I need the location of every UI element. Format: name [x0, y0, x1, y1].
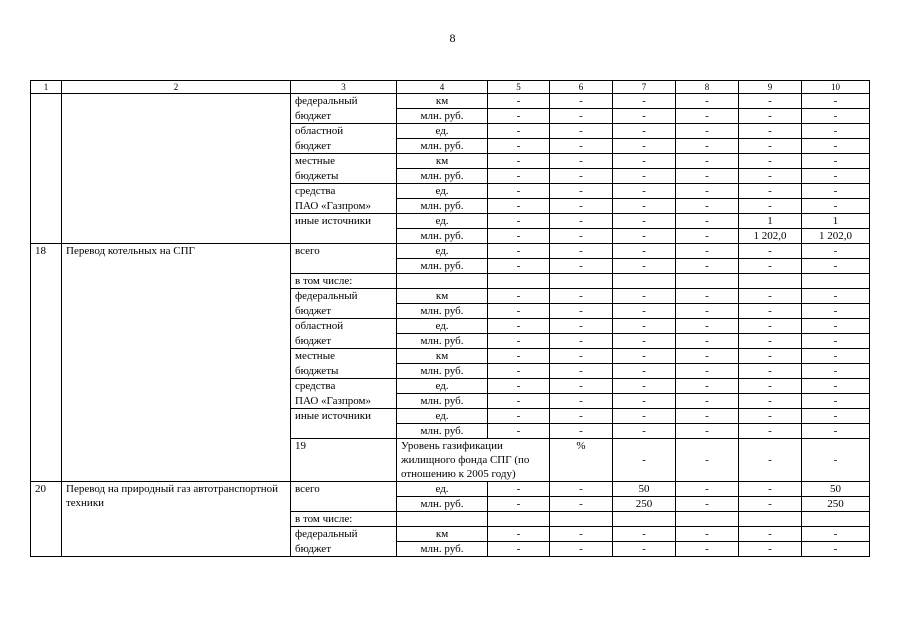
table-cell: средства	[291, 184, 397, 199]
table-cell: -	[739, 304, 802, 319]
table-cell: -	[802, 199, 870, 214]
column-header: 1	[31, 81, 62, 94]
table-cell: -	[676, 364, 739, 379]
table-cell: -	[676, 259, 739, 274]
table-cell: -	[739, 424, 802, 439]
table-cell: -	[739, 364, 802, 379]
table-cell: -	[550, 244, 613, 259]
table-cell: -	[676, 409, 739, 424]
table-cell: -	[739, 289, 802, 304]
table-cell: -	[550, 319, 613, 334]
table-cell: -	[802, 124, 870, 139]
table-cell: в том числе:	[291, 274, 397, 289]
table-cell: -	[676, 394, 739, 409]
table-cell: федеральный	[291, 527, 397, 542]
table-cell: км	[397, 349, 488, 364]
row-number: 20	[31, 482, 62, 557]
table-cell: ед.	[397, 124, 488, 139]
table-cell: -	[613, 184, 676, 199]
page-number: 8	[449, 31, 456, 45]
table-cell: млн. руб.	[397, 364, 488, 379]
table-cell: млн. руб.	[397, 259, 488, 274]
table-cell: -	[488, 124, 550, 139]
table-cell: -	[488, 409, 550, 424]
table-row	[31, 244, 870, 259]
table-cell: -	[739, 497, 802, 512]
table-cell: -	[676, 334, 739, 349]
table-cell: всего	[291, 482, 397, 512]
table-cell: млн. руб.	[397, 229, 488, 244]
table-cell: -	[676, 379, 739, 394]
table-cell: -	[739, 409, 802, 424]
table-cell: млн. руб.	[397, 334, 488, 349]
table-cell: -	[488, 349, 550, 364]
table-cell: -	[550, 94, 613, 109]
table-cell: -	[488, 364, 550, 379]
column-header: 3	[291, 81, 397, 94]
table-cell: -	[488, 289, 550, 304]
table-cell: ПАО «Газпром»	[291, 199, 397, 214]
table-cell: -	[550, 229, 613, 244]
table-cell: -	[802, 169, 870, 184]
table-cell: -	[550, 214, 613, 229]
table-row	[31, 482, 870, 497]
table-cell: -	[676, 289, 739, 304]
table-cell: -	[676, 154, 739, 169]
table-cell: -	[550, 289, 613, 304]
table-cell: -	[802, 334, 870, 349]
table-cell: км	[397, 154, 488, 169]
table-cell	[676, 274, 739, 289]
table-cell: 1	[739, 214, 802, 229]
table-cell: -	[676, 109, 739, 124]
table-cell	[291, 229, 397, 244]
table-cell: -	[802, 184, 870, 199]
table-cell: -	[550, 169, 613, 184]
table-cell: -	[613, 94, 676, 109]
column-header: 5	[488, 81, 550, 94]
table-cell: -	[550, 139, 613, 154]
table-cell: -	[613, 154, 676, 169]
table-cell: км	[397, 527, 488, 542]
table-cell: -	[488, 259, 550, 274]
table-cell	[739, 512, 802, 527]
row-number: 18	[31, 244, 62, 482]
table-cell: ед.	[397, 482, 488, 497]
table-cell: -	[739, 334, 802, 349]
table-cell: -	[739, 184, 802, 199]
table-cell: 50	[613, 482, 676, 497]
table-cell: -	[550, 482, 613, 497]
table-cell: бюджеты	[291, 169, 397, 184]
table-cell: местные	[291, 154, 397, 169]
table-cell: -	[739, 169, 802, 184]
table-cell: -	[739, 124, 802, 139]
table-cell: млн. руб.	[397, 542, 488, 557]
table-cell: -	[802, 364, 870, 379]
table-cell: -	[676, 139, 739, 154]
table-cell: -	[488, 334, 550, 349]
table-cell: -	[488, 542, 550, 557]
table-cell: -	[739, 319, 802, 334]
table-cell: -	[488, 482, 550, 497]
table-cell: млн. руб.	[397, 169, 488, 184]
table-cell: -	[739, 394, 802, 409]
table-cell: -	[488, 169, 550, 184]
table-cell: -	[488, 424, 550, 439]
table-cell: -	[550, 304, 613, 319]
table-cell: -	[613, 394, 676, 409]
table-cell: федеральный	[291, 289, 397, 304]
table-cell: -	[550, 349, 613, 364]
table-cell: -	[613, 527, 676, 542]
table-cell: -	[676, 229, 739, 244]
table-cell: ед.	[397, 409, 488, 424]
table-cell: -	[802, 319, 870, 334]
table-cell: -	[550, 109, 613, 124]
table-cell: бюджет	[291, 542, 397, 557]
table-cell: -	[802, 527, 870, 542]
row-title: Уровень газификации жилищного фонда СПГ (по отношению к 2005 году)	[397, 439, 550, 482]
table-cell: -	[550, 409, 613, 424]
table-cell: ед.	[397, 244, 488, 259]
table-cell: -	[739, 259, 802, 274]
table-cell: ед.	[397, 214, 488, 229]
table-cell: -	[550, 497, 613, 512]
table-cell: -	[488, 109, 550, 124]
table-cell: -	[739, 379, 802, 394]
table-cell	[291, 424, 397, 439]
table-cell	[802, 512, 870, 527]
table-cell	[550, 512, 613, 527]
table-cell: -	[802, 139, 870, 154]
table-cell: -	[613, 334, 676, 349]
table-cell: -	[802, 394, 870, 409]
table-cell: -	[550, 184, 613, 199]
table-cell: бюджет	[291, 304, 397, 319]
table-cell: -	[488, 394, 550, 409]
table-cell: -	[739, 542, 802, 557]
table-cell: бюджет	[291, 109, 397, 124]
table-cell: млн. руб.	[397, 394, 488, 409]
table-cell: ПАО «Газпром»	[291, 394, 397, 409]
table-cell: -	[613, 199, 676, 214]
table-cell: -	[488, 184, 550, 199]
table-cell: бюджет	[291, 334, 397, 349]
table-cell: -	[802, 94, 870, 109]
table-cell: -	[550, 154, 613, 169]
table-cell	[613, 512, 676, 527]
table-cell: -	[676, 424, 739, 439]
table-cell: -	[613, 439, 676, 482]
table-cell: -	[802, 244, 870, 259]
column-header: 7	[613, 81, 676, 94]
table-cell: -	[676, 304, 739, 319]
table-cell	[397, 512, 488, 527]
table-cell	[676, 512, 739, 527]
table-cell: -	[488, 527, 550, 542]
column-header: 10	[802, 81, 870, 94]
table-cell: -	[802, 439, 870, 482]
table-cell: -	[739, 349, 802, 364]
table-cell: -	[676, 542, 739, 557]
table-cell: -	[550, 364, 613, 379]
table-cell: -	[739, 94, 802, 109]
table-cell: -	[613, 319, 676, 334]
table-cell: 1	[802, 214, 870, 229]
table-cell: -	[613, 169, 676, 184]
table-cell: млн. руб.	[397, 424, 488, 439]
table-cell: -	[613, 409, 676, 424]
table-cell: -	[613, 289, 676, 304]
table-cell: -	[802, 379, 870, 394]
table-cell: -	[676, 497, 739, 512]
table-cell	[613, 274, 676, 289]
table-cell: областной	[291, 319, 397, 334]
table-row	[31, 94, 870, 109]
table-cell: км	[397, 94, 488, 109]
table-cell: -	[613, 424, 676, 439]
table-cell	[62, 94, 291, 244]
table-cell: -	[676, 244, 739, 259]
table-cell: млн. руб.	[397, 109, 488, 124]
table-cell: %	[550, 439, 613, 482]
table-cell: -	[550, 199, 613, 214]
table-cell: средства	[291, 379, 397, 394]
table-cell: -	[739, 482, 802, 497]
table-cell: -	[488, 154, 550, 169]
table-cell: в том числе:	[291, 512, 397, 527]
table-cell	[488, 274, 550, 289]
table-cell: местные	[291, 349, 397, 364]
table-cell: -	[613, 364, 676, 379]
table-cell: -	[550, 542, 613, 557]
table-cell: -	[802, 424, 870, 439]
table-cell: 1 202,0	[802, 229, 870, 244]
row-number: 19	[291, 439, 397, 482]
header-row	[31, 81, 870, 94]
table-cell: ед.	[397, 379, 488, 394]
table-cell: -	[488, 199, 550, 214]
table-cell	[802, 274, 870, 289]
table-cell: -	[613, 349, 676, 364]
column-header: 8	[676, 81, 739, 94]
table-cell: -	[739, 244, 802, 259]
table-cell: -	[550, 334, 613, 349]
table-cell: -	[613, 244, 676, 259]
table-cell: -	[676, 527, 739, 542]
table-cell: иные источники	[291, 409, 397, 424]
table-cell: -	[488, 379, 550, 394]
table-cell: млн. руб.	[397, 304, 488, 319]
table-cell: -	[613, 109, 676, 124]
table-cell: -	[488, 319, 550, 334]
table-cell	[31, 94, 62, 244]
table-cell	[488, 512, 550, 527]
table-cell: -	[613, 139, 676, 154]
table-cell: ед.	[397, 184, 488, 199]
table-cell: федеральный	[291, 94, 397, 109]
table-cell: -	[550, 379, 613, 394]
table-cell	[739, 274, 802, 289]
table-cell: -	[676, 349, 739, 364]
table-cell: 1 202,0	[739, 229, 802, 244]
table-cell: -	[613, 229, 676, 244]
table-cell: всего	[291, 244, 397, 274]
table-cell: иные источники	[291, 214, 397, 229]
row-title: Перевод котельных на СПГ	[62, 244, 291, 482]
table-cell: -	[613, 124, 676, 139]
table-cell: -	[676, 94, 739, 109]
table-cell: -	[613, 214, 676, 229]
table-cell: -	[739, 154, 802, 169]
table-cell: -	[676, 319, 739, 334]
table-cell: -	[739, 199, 802, 214]
table-cell: млн. руб.	[397, 139, 488, 154]
table-cell: -	[676, 199, 739, 214]
table-cell: -	[802, 542, 870, 557]
table-cell: млн. руб.	[397, 497, 488, 512]
table-cell: -	[488, 139, 550, 154]
table-cell: -	[488, 497, 550, 512]
table-cell: -	[802, 289, 870, 304]
table-cell: -	[550, 527, 613, 542]
table-cell: -	[488, 214, 550, 229]
table-cell: 250	[613, 497, 676, 512]
table-cell: -	[613, 259, 676, 274]
table-cell: -	[802, 259, 870, 274]
table-cell: -	[488, 229, 550, 244]
table-cell: областной	[291, 124, 397, 139]
table-cell: -	[550, 124, 613, 139]
table-cell: -	[802, 304, 870, 319]
table-cell	[397, 274, 488, 289]
table-cell: -	[488, 304, 550, 319]
table-cell: -	[676, 124, 739, 139]
table-cell: -	[802, 409, 870, 424]
table-cell: ед.	[397, 319, 488, 334]
table-cell: -	[488, 94, 550, 109]
table-cell: -	[488, 244, 550, 259]
table-cell: -	[739, 109, 802, 124]
table-cell: -	[739, 139, 802, 154]
column-header: 2	[62, 81, 291, 94]
data-table	[30, 80, 870, 557]
table-cell: -	[550, 394, 613, 409]
table-cell: -	[550, 259, 613, 274]
table-cell: бюджеты	[291, 364, 397, 379]
table-cell: -	[550, 424, 613, 439]
row-title: Перевод на природный газ автотранспортной техники	[62, 482, 291, 557]
table-cell: -	[613, 379, 676, 394]
table-cell: млн. руб.	[397, 199, 488, 214]
table-cell: -	[802, 109, 870, 124]
table-cell: 250	[802, 497, 870, 512]
table-cell: -	[676, 214, 739, 229]
table-cell: -	[613, 304, 676, 319]
column-header: 9	[739, 81, 802, 94]
table-cell: -	[613, 542, 676, 557]
table-cell: -	[739, 439, 802, 482]
table-cell: -	[676, 482, 739, 497]
table-cell: -	[676, 184, 739, 199]
table-cell: 50	[802, 482, 870, 497]
table-cell: км	[397, 289, 488, 304]
column-header: 4	[397, 81, 488, 94]
table-cell: -	[802, 349, 870, 364]
table-cell: -	[676, 439, 739, 482]
column-header: 6	[550, 81, 613, 94]
table-cell: бюджет	[291, 139, 397, 154]
table-cell: -	[676, 169, 739, 184]
table-cell: -	[802, 154, 870, 169]
table-cell: -	[739, 527, 802, 542]
table-cell	[550, 274, 613, 289]
